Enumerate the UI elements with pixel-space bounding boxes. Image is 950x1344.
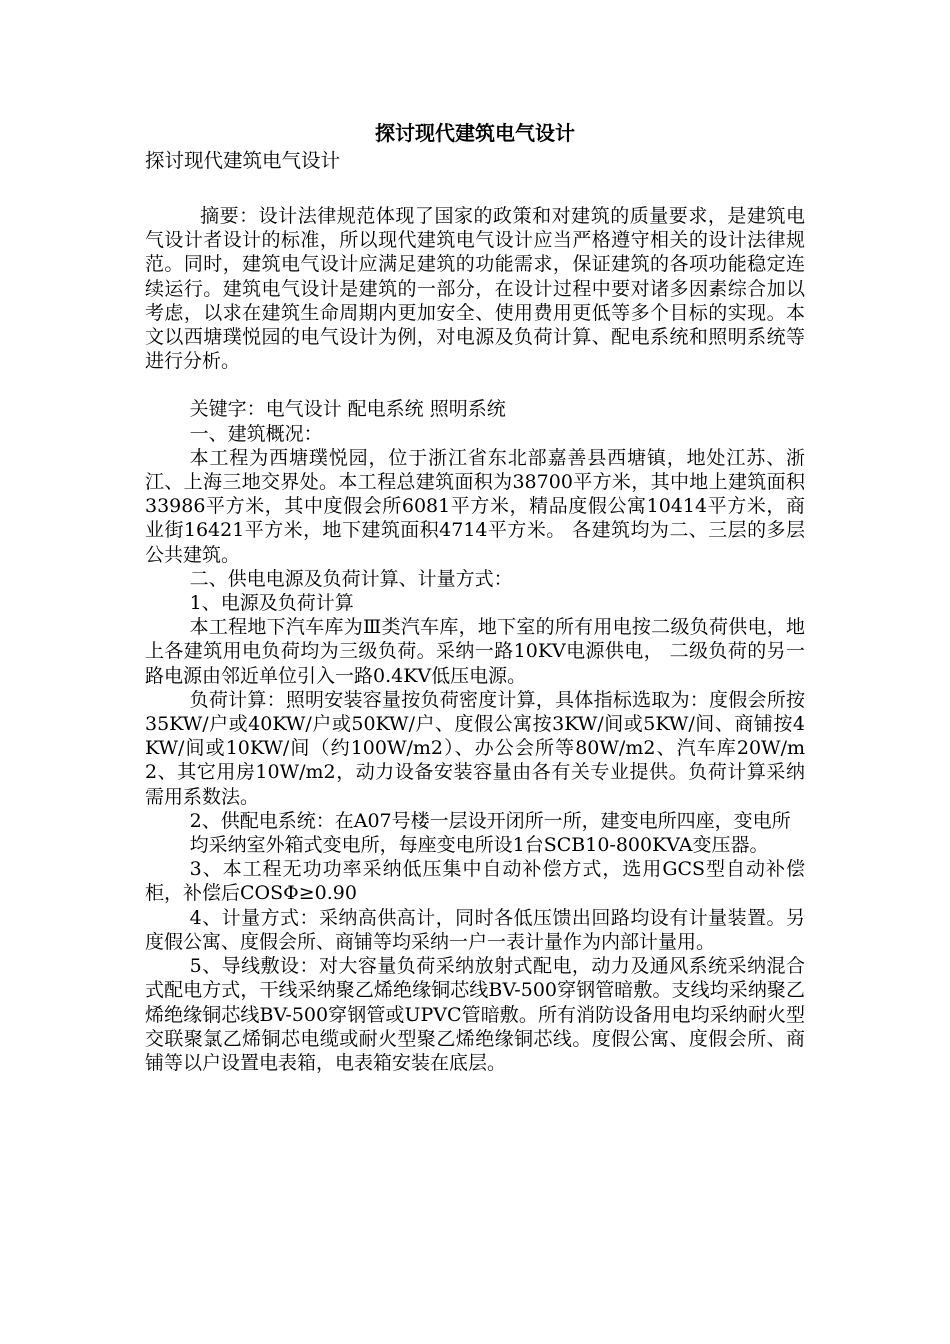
- section-heading-power: 二、供电电源及负荷计算、计量方式：: [189, 567, 513, 590]
- body-paragraph: 4、计量方式：采纳高供高计，同时各低压馈出回路均设有计量装置。另度假公寓、度假会所、商铺等均采纳一户一表计量作为内部计量用。: [145, 906, 805, 953]
- body-paragraph: 本工程为西塘璞悦园，位于浙江省东北部嘉善县西塘镇，地处江苏、浙江、上海三地交界处。本工程总建筑面积为38700平方米，其中地上建筑面积33986平方米，其中度假会所6081平方米，精品度假公寓10414平方米，商业街16421平方米，地下建筑面积4714平方米。 各建筑均为二、三层的多层公共建筑。: [145, 446, 805, 566]
- body-paragraph: 负荷计算：照明安装容量按负荷密度计算，具体指标选取为：度假会所按35KW/户或40KW/户或50KW/户、度假公寓按3KW/间或5KW/间、商铺按4KW/间或10KW/间（约100W/m2）、办公会所等80W/m2、汽车库20W/m2、其它用房10W/m2，动力设备安装容量由各有关专业提供。负荷计算采纳需用系数法。: [145, 688, 805, 808]
- subsection-heading: 1、电源及负荷计算: [189, 592, 354, 615]
- spacer: [145, 373, 805, 397]
- body-paragraph: 均采纳室外箱式变电所，每座变电所设1台SCB10-800KVA变压器。: [189, 834, 769, 857]
- section-heading-overview: 一、建筑概况：: [189, 422, 323, 445]
- keywords-line: 关键字：电气设计 配电系统 照明系统: [189, 398, 506, 421]
- body-paragraph: 3、本工程无功功率采纳低压集中自动补偿方式，选用GCS型自动补偿柜，补偿后COSΦ≥0.90: [145, 858, 805, 905]
- document-title: 探讨现代建筑电气设计: [375, 121, 575, 145]
- abstract-paragraph: 摘要：设计法律规范体现了国家的政策和对建筑的质量要求，是建筑电气设计者设计的标准，所以现代建筑电气设计应当严格遵守相关的设计法律规范。同时，建筑电气设计应满足建筑的功能需求，保证建筑的各项功能稳定连续运行。建筑电气设计是建筑的一部分，在设计过程中要对诸多因素综合加以考虑，以求在建筑生命周期内更加安全、使用费用更低等多个目标的实现。本文以西塘璞悦园的电气设计为例，对电源及负荷计算、配电系统和照明系统等进行分析。: [145, 205, 805, 373]
- body-paragraph: 本工程地下汽车库为Ⅲ类汽车库，地下室的所有用电按二级负荷供电，地上各建筑用电负荷均为三级负荷。采纳一路10KV电源供电， 二级负荷的另一路电源由邻近单位引入一路0.4KV低压电源。: [145, 616, 805, 687]
- document-subtitle: 探讨现代建筑电气设计: [145, 149, 341, 172]
- document-page: [145, 118, 805, 1075]
- body-paragraph: 2、供配电系统：在A07号楼一层设开闭所一所，建变电所四座，变电所: [189, 809, 791, 832]
- spacer: [145, 174, 805, 204]
- body-paragraph: 5、导线敷设：对大容量负荷采纳放射式配电，动力及通风系统采纳混合式配电方式，干线采纳聚乙烯绝缘铜芯线BV-500穿钢管暗敷。支线均采纳聚乙烯绝缘铜芯线BV-500穿钢管或UPVC管暗敷。所有消防设备用电均采纳耐火型交联聚氯乙烯铜芯电缆或耐火型聚乙烯绝缘铜芯线。度假公寓、度假会所、商铺等以户设置电表箱，电表箱安装在底层。: [145, 955, 805, 1074]
